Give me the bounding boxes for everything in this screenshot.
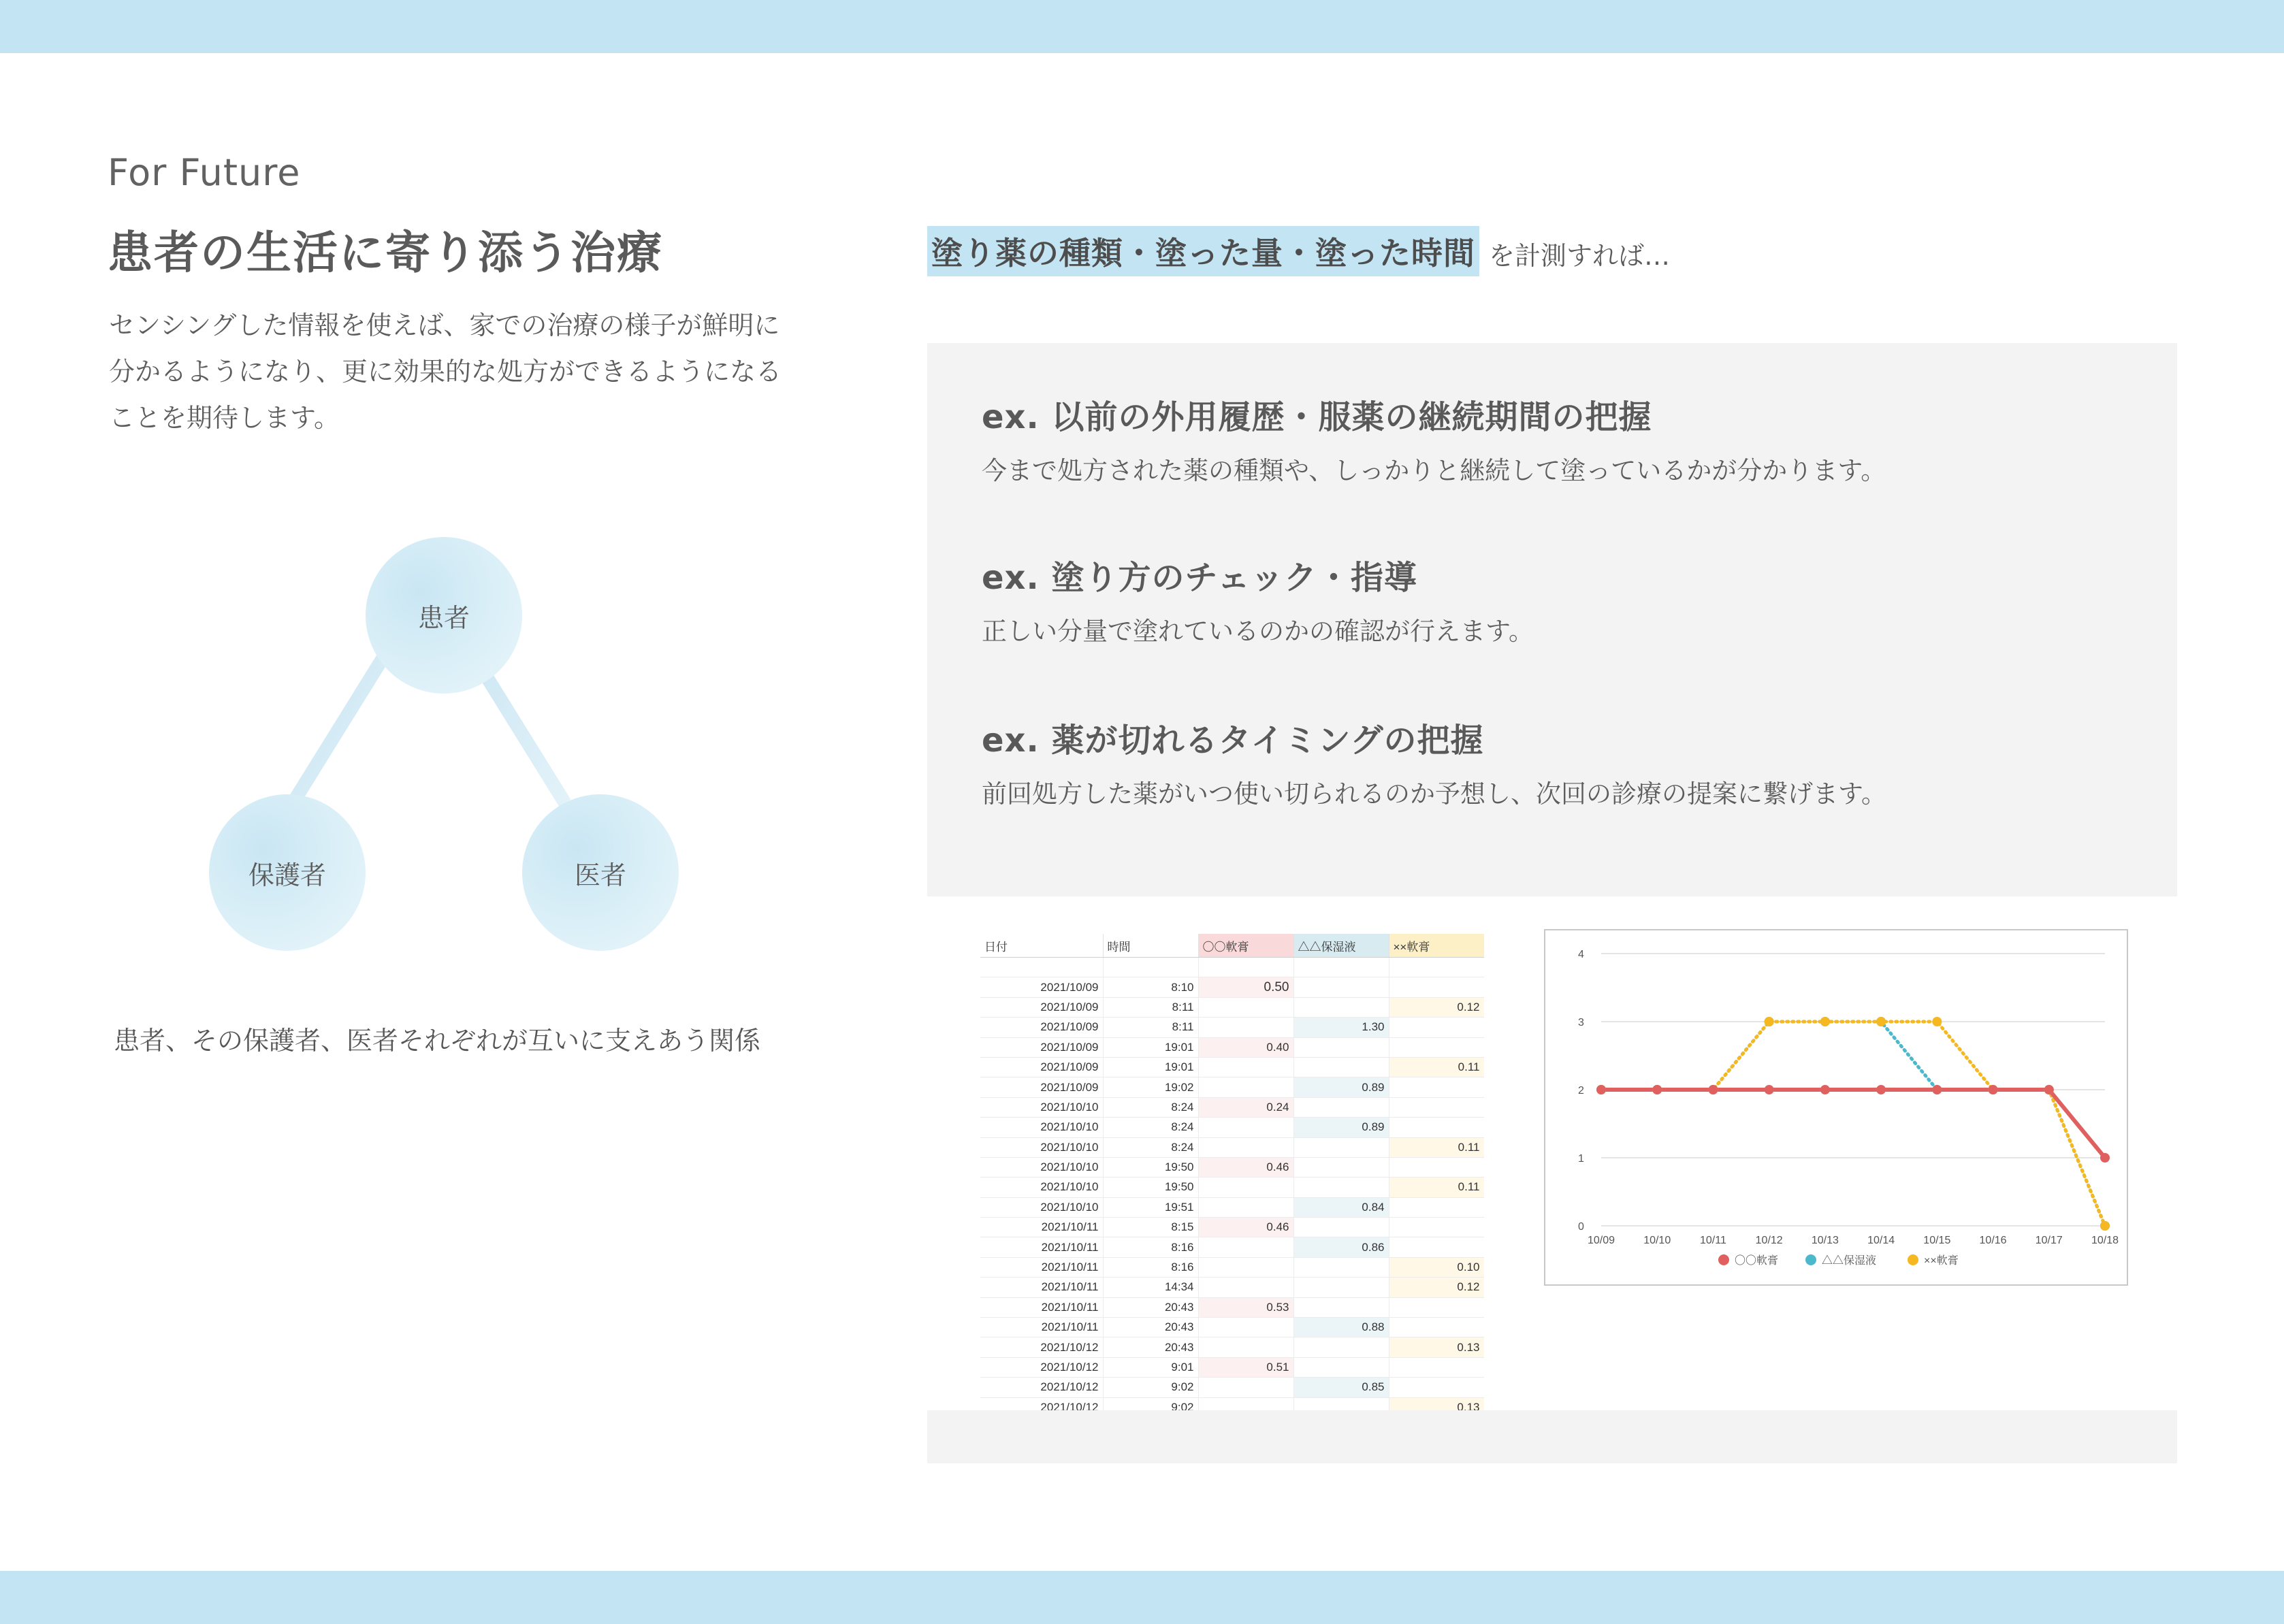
- table-cell: 0.24: [1198, 1097, 1293, 1117]
- x-tick-label: 10/15: [1923, 1235, 1951, 1246]
- table-row: [980, 1337, 1484, 1357]
- table-cell: 2021/10/09: [980, 1018, 1103, 1037]
- table-row: [980, 1157, 1484, 1177]
- table-cell: [1389, 1157, 1484, 1177]
- data-point: [1765, 1085, 1774, 1094]
- example-title: ex. 薬が切れるタイミングの把握: [982, 721, 1484, 760]
- table-row: [980, 1237, 1484, 1257]
- table-cell: 0.88: [1293, 1318, 1389, 1337]
- table-cell: [1389, 958, 1484, 977]
- table-cell: 1.30: [1293, 1018, 1389, 1037]
- table-cell: 0.89: [1293, 1077, 1389, 1097]
- table-cell: 0.12: [1389, 1278, 1484, 1297]
- data-point: [1989, 1085, 1998, 1094]
- table-cell: 8:15: [1103, 1218, 1198, 1237]
- table-row: [980, 1178, 1484, 1197]
- x-tick-label: 10/16: [1979, 1235, 2007, 1246]
- series-line: [1601, 1022, 2105, 1226]
- usage-chart: [1544, 929, 2128, 1286]
- table-cell: [1293, 1037, 1389, 1057]
- table-cell: [1198, 1018, 1293, 1037]
- table-cell: [1389, 1018, 1484, 1037]
- table-cell: 0.89: [1293, 1118, 1389, 1137]
- table-cell: 0.51: [1198, 1357, 1293, 1377]
- table-cell: [1293, 1278, 1389, 1297]
- table-cell: 19:01: [1103, 1057, 1198, 1077]
- data-point: [1876, 1017, 1886, 1026]
- x-tick-label: 10/14: [1867, 1235, 1895, 1246]
- table-cell: 14:34: [1103, 1278, 1198, 1297]
- data-point: [2100, 1221, 2110, 1231]
- table-cell: [1198, 1118, 1293, 1137]
- table-cell: [1198, 1318, 1293, 1337]
- example-item: [982, 551, 1534, 647]
- x-tick-label: 10/12: [1755, 1235, 1783, 1246]
- x-tick-label: 10/10: [1643, 1235, 1671, 1246]
- table-cell: 8:24: [1103, 1137, 1198, 1157]
- page-title: 患者の生活に寄り添う治療: [108, 227, 663, 279]
- data-point: [2044, 1085, 2054, 1094]
- table-cell: 8:10: [1103, 977, 1198, 997]
- table-cell: 2021/10/09: [980, 977, 1103, 997]
- table-cell: 9:02: [1103, 1378, 1198, 1397]
- table-cell: [1293, 1397, 1389, 1410]
- table-cell: [1198, 1077, 1293, 1097]
- table-row: [980, 997, 1484, 1017]
- table-cell: 2021/10/11: [980, 1237, 1103, 1257]
- x-tick-label: 10/18: [2091, 1235, 2119, 1246]
- header-ointment-x: ××軟膏: [1389, 934, 1484, 958]
- measure-highlight: 塗り薬の種類・塗った量・塗った時間: [927, 226, 1479, 276]
- y-tick-label: 3: [1578, 1017, 1584, 1028]
- table-cell: 2021/10/11: [980, 1218, 1103, 1237]
- table-cell: 0.12: [1389, 997, 1484, 1017]
- table-row: [980, 1257, 1484, 1277]
- table-cell: 0.50: [1198, 977, 1293, 997]
- table-cell: 2021/10/09: [980, 997, 1103, 1017]
- table-cell: 2021/10/10: [980, 1097, 1103, 1117]
- table-cell: [1198, 1397, 1293, 1410]
- header-time: 時間: [1103, 934, 1198, 958]
- table-cell: 0.13: [1389, 1337, 1484, 1357]
- table-cell: 2021/10/11: [980, 1318, 1103, 1337]
- table-row: [980, 1378, 1484, 1397]
- table-cell: [1389, 1297, 1484, 1317]
- table-cell: [1389, 1357, 1484, 1377]
- table-cell: 2021/10/11: [980, 1278, 1103, 1297]
- table-cell: 19:01: [1103, 1037, 1198, 1057]
- table-cell: [1293, 1157, 1389, 1177]
- example-item: [982, 714, 1886, 810]
- table-cell: 20:43: [1103, 1297, 1198, 1317]
- diagram-caption: 患者、その保護者、医者それぞれが互いに支えあう関係: [114, 1026, 761, 1056]
- node-patient: [366, 537, 522, 694]
- x-tick-label: 10/13: [1811, 1235, 1839, 1246]
- data-point: [1765, 1017, 1774, 1026]
- data-point: [1708, 1085, 1718, 1094]
- measure-tail: を計測すれば…: [1489, 241, 1671, 271]
- table-cell: 8:11: [1103, 997, 1198, 1017]
- table-row: [980, 1318, 1484, 1337]
- examples-panel: [927, 343, 2177, 896]
- y-tick-label: 2: [1578, 1085, 1584, 1097]
- table-cell: [1198, 1257, 1293, 1277]
- table-cell: [1198, 997, 1293, 1017]
- series-line: [1601, 1022, 2105, 1226]
- table-cell: [1198, 1278, 1293, 1297]
- legend-marker: [1718, 1254, 1729, 1265]
- example-item: [982, 391, 1886, 487]
- table-cell: 0.11: [1389, 1178, 1484, 1197]
- table-cell: 8:16: [1103, 1257, 1198, 1277]
- table-cell: 0.11: [1389, 1057, 1484, 1077]
- table-cell: 2021/10/10: [980, 1178, 1103, 1197]
- table-cell: 2021/10/09: [980, 1077, 1103, 1097]
- data-point: [2100, 1153, 2110, 1163]
- table-cell: 2021/10/09: [980, 1057, 1103, 1077]
- table-row: [980, 1118, 1484, 1137]
- bottom-band: [0, 1571, 2284, 1624]
- table-row: [980, 958, 1484, 977]
- node-patient-label: 患者: [417, 602, 470, 633]
- table-cell: [1389, 1197, 1484, 1217]
- table-cell: 8:24: [1103, 1097, 1198, 1117]
- table-cell: 2021/10/10: [980, 1137, 1103, 1157]
- example-title: ex. 以前の外用履歴・服薬の継続期間の把握: [982, 398, 1652, 436]
- table-row: [980, 1278, 1484, 1297]
- table-cell: 2021/10/09: [980, 1037, 1103, 1057]
- table-cell: 0.46: [1198, 1157, 1293, 1177]
- data-point: [1876, 1085, 1886, 1094]
- table-cell: [1293, 958, 1389, 977]
- table-cell: 2021/10/10: [980, 1157, 1103, 1177]
- node-guardian: [209, 794, 366, 951]
- data-point: [1820, 1085, 1830, 1094]
- example-body: 正しい分量で塗れているのかの確認が行えます。: [982, 617, 1534, 646]
- header-ointment-a: 〇〇軟膏: [1198, 934, 1293, 958]
- example-title: ex. 塗り方のチェック・指導: [982, 559, 1418, 597]
- table-cell: [1389, 1318, 1484, 1337]
- lead-paragraph: センシングした情報を使えば、家での治療の様子が鮮明に分かるようになり、更に効果的な処方ができるようになることを期待します。: [109, 310, 782, 433]
- table-cell: [1293, 977, 1389, 997]
- table-cell: 0.53: [1198, 1297, 1293, 1317]
- table-row: [980, 977, 1484, 997]
- table-cell: [1389, 1218, 1484, 1237]
- table-cell: [1293, 1257, 1389, 1277]
- table-cell: [980, 958, 1103, 977]
- table-cell: 8:24: [1103, 1118, 1198, 1137]
- chart-svg: [1545, 930, 2127, 1284]
- sheet-header-row: [980, 934, 1484, 958]
- table-row: [980, 1037, 1484, 1057]
- top-band: [0, 0, 2284, 53]
- relationship-diagram: [204, 531, 688, 960]
- table-cell: [1198, 958, 1293, 977]
- example-body: 今まで処方された薬の種類や、しっかりと継続して塗っているかが分かります。: [982, 456, 1886, 485]
- table-cell: [1389, 1097, 1484, 1117]
- table-cell: 19:50: [1103, 1178, 1198, 1197]
- table-cell: 0.46: [1198, 1218, 1293, 1237]
- table-row: [980, 1077, 1484, 1097]
- y-tick-label: 4: [1578, 949, 1584, 960]
- data-point: [1820, 1017, 1830, 1026]
- table-row: [980, 1057, 1484, 1077]
- table-cell: 8:16: [1103, 1237, 1198, 1257]
- table-cell: [1198, 1378, 1293, 1397]
- data-point: [1596, 1085, 1606, 1094]
- y-tick-label: 0: [1578, 1221, 1584, 1233]
- eyebrow-label: For Future: [108, 151, 301, 194]
- usage-spreadsheet: [980, 934, 1484, 1410]
- table-cell: 2021/10/10: [980, 1118, 1103, 1137]
- table-cell: 0.84: [1293, 1197, 1389, 1217]
- table-cell: [1198, 1178, 1293, 1197]
- x-tick-label: 10/17: [2035, 1235, 2063, 1246]
- table-row: [980, 1137, 1484, 1157]
- table-cell: [1198, 1237, 1293, 1257]
- table-cell: [1389, 977, 1484, 997]
- measure-line: [927, 222, 1670, 276]
- table-cell: [1389, 1378, 1484, 1397]
- table-cell: [1293, 1097, 1389, 1117]
- legend-marker: [1908, 1254, 1918, 1265]
- table-cell: 0.11: [1389, 1137, 1484, 1157]
- table-cell: 2021/10/12: [980, 1337, 1103, 1357]
- legend-label: 〇〇軟膏: [1735, 1255, 1779, 1267]
- table-cell: 19:50: [1103, 1157, 1198, 1177]
- table-cell: [1198, 1337, 1293, 1357]
- table-cell: 20:43: [1103, 1337, 1198, 1357]
- table-cell: 0.86: [1293, 1237, 1389, 1257]
- table-cell: [1293, 1337, 1389, 1357]
- x-tick-label: 10/11: [1700, 1235, 1726, 1246]
- table-row: [980, 1097, 1484, 1117]
- y-tick-label: 1: [1578, 1153, 1584, 1165]
- table-cell: [1198, 1057, 1293, 1077]
- table-row: [980, 1297, 1484, 1317]
- table-cell: 0.10: [1389, 1257, 1484, 1277]
- table-cell: 19:02: [1103, 1077, 1198, 1097]
- table-cell: [1293, 1297, 1389, 1317]
- table-cell: 0.40: [1198, 1037, 1293, 1057]
- table-cell: 8:11: [1103, 1018, 1198, 1037]
- table-cell: 2021/10/11: [980, 1257, 1103, 1277]
- table-row: [980, 1357, 1484, 1377]
- table-cell: [1293, 1178, 1389, 1197]
- header-date: 日付: [980, 934, 1103, 958]
- legend-marker: [1805, 1254, 1816, 1265]
- bottom-gray-strip: [927, 1410, 2177, 1463]
- table-cell: [1293, 997, 1389, 1017]
- table-cell: [1198, 1137, 1293, 1157]
- legend-label: △△保湿液: [1822, 1255, 1877, 1267]
- table-cell: [1293, 1357, 1389, 1377]
- table-row: [980, 1197, 1484, 1217]
- table-cell: 2021/10/10: [980, 1197, 1103, 1217]
- legend-label: ××軟膏: [1924, 1255, 1959, 1267]
- table-cell: 2021/10/12: [980, 1378, 1103, 1397]
- table-cell: 2021/10/12: [980, 1397, 1103, 1410]
- table-cell: [1389, 1037, 1484, 1057]
- data-point: [1932, 1085, 1942, 1094]
- node-doctor-label: 医者: [574, 860, 626, 890]
- data-point: [1652, 1085, 1662, 1094]
- table-cell: [1389, 1237, 1484, 1257]
- table-cell: [1389, 1077, 1484, 1097]
- table-cell: 9:01: [1103, 1357, 1198, 1377]
- table-cell: [1293, 1218, 1389, 1237]
- table-cell: 2021/10/12: [980, 1357, 1103, 1377]
- table-row: [980, 1018, 1484, 1037]
- table-cell: 9:02: [1103, 1397, 1198, 1410]
- table-cell: 20:43: [1103, 1318, 1198, 1337]
- example-body: 前回処方した薬がいつ使い切られるのか予想し、次回の診療の提案に繋げます。: [982, 779, 1887, 809]
- table-cell: [1293, 1057, 1389, 1077]
- table-cell: [1103, 958, 1198, 977]
- data-point: [1932, 1017, 1942, 1026]
- node-doctor: [522, 794, 679, 951]
- table-cell: 2021/10/11: [980, 1297, 1103, 1317]
- table-cell: [1389, 1118, 1484, 1137]
- header-moisturizer: △△保湿液: [1293, 934, 1389, 958]
- node-guardian-label: 保護者: [248, 860, 326, 890]
- table-row: [980, 1218, 1484, 1237]
- table-row: [980, 1397, 1484, 1410]
- table-cell: [1198, 1197, 1293, 1217]
- table-cell: 0.85: [1293, 1378, 1389, 1397]
- series-line: [1601, 1090, 2105, 1158]
- table-cell: 19:51: [1103, 1197, 1198, 1217]
- table-cell: [1293, 1137, 1389, 1157]
- table-cell: 0.13: [1389, 1397, 1484, 1410]
- x-tick-label: 10/09: [1587, 1235, 1615, 1246]
